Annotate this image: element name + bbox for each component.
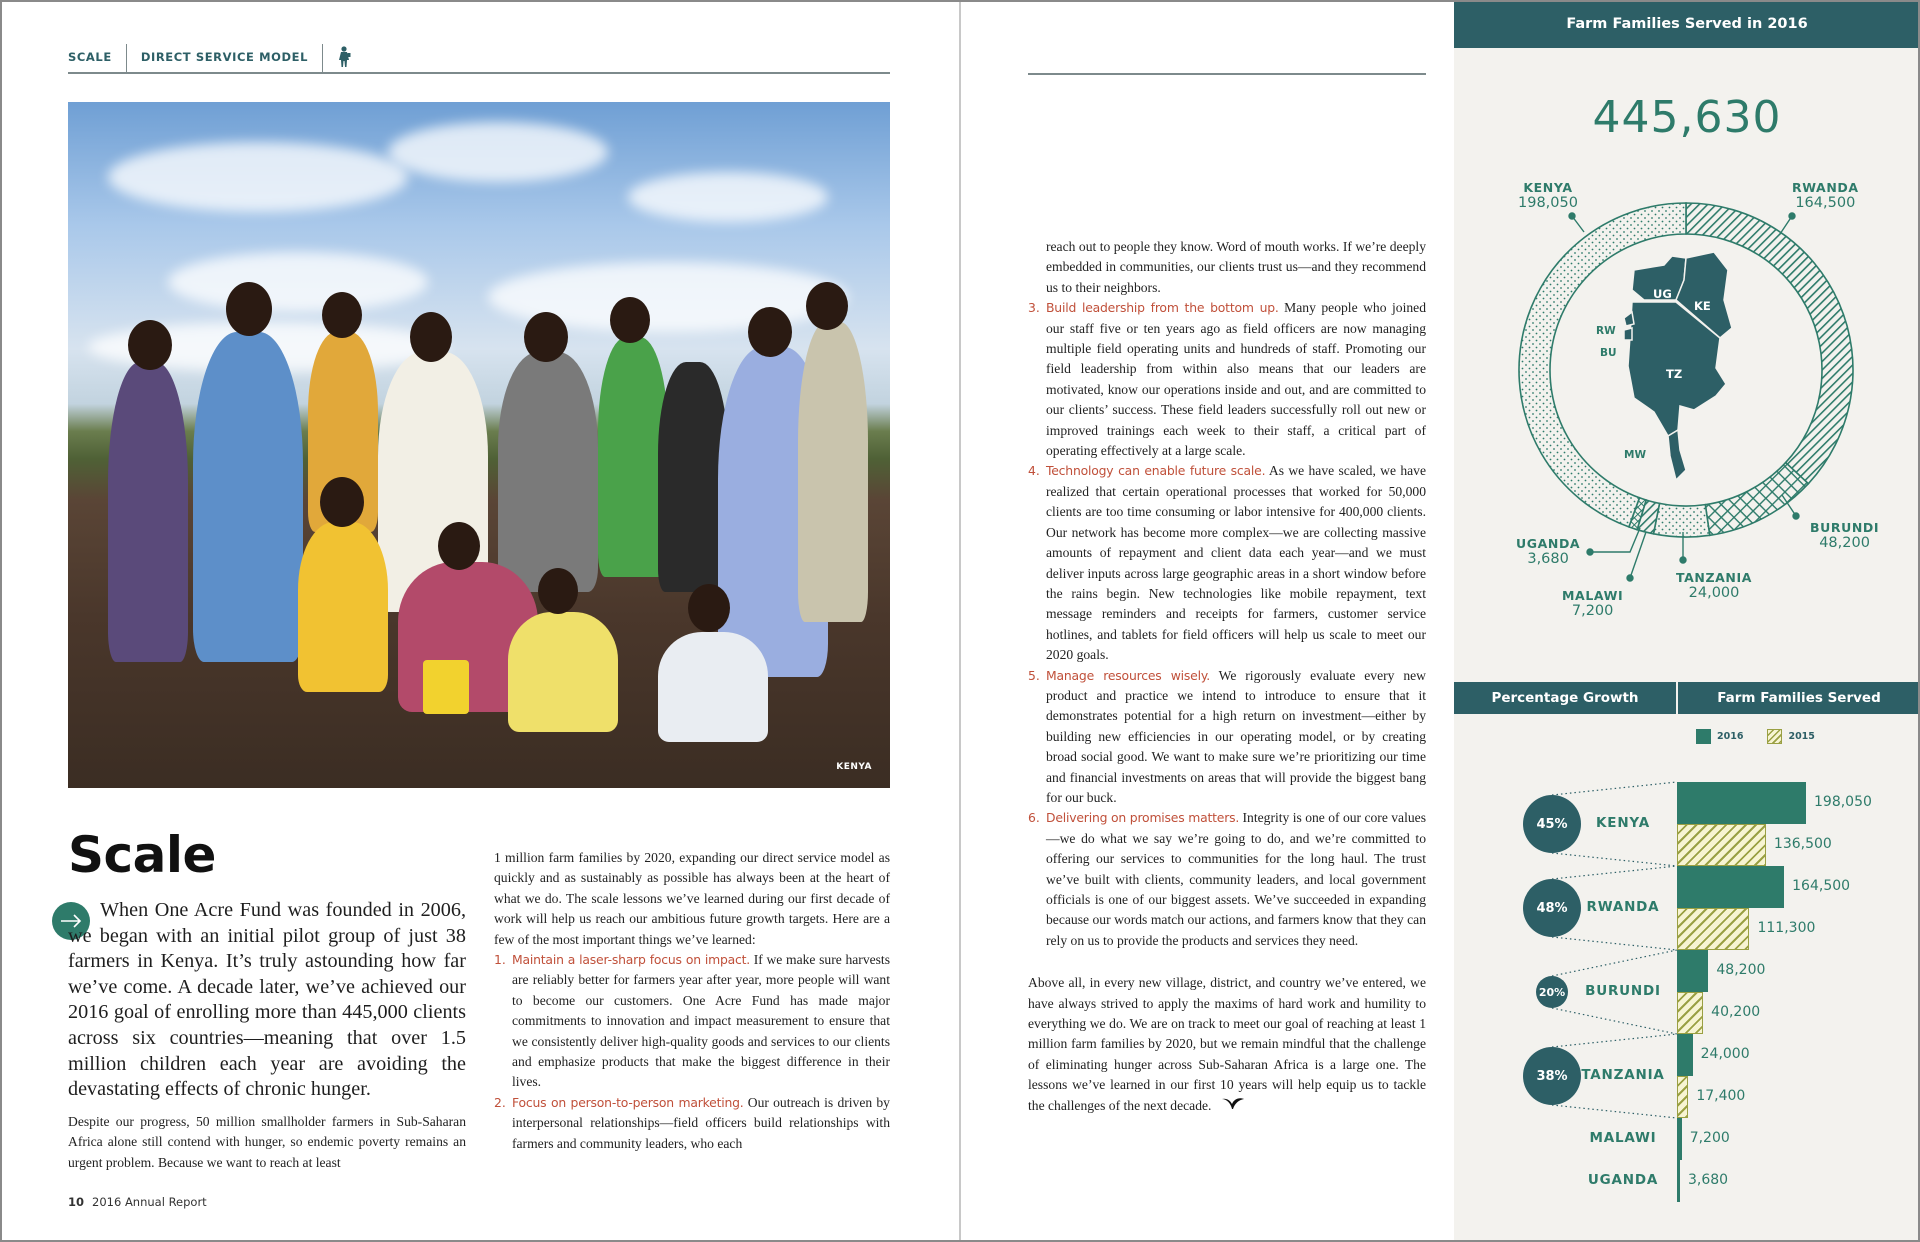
yellow-bucket xyxy=(423,660,469,714)
closing-paragraph xyxy=(1028,973,1426,1117)
lesson-item xyxy=(1028,298,1426,461)
bar-2016-burundi xyxy=(1677,950,1708,992)
body-column-2 xyxy=(494,848,890,1154)
lesson-number: 4. xyxy=(1028,463,1040,479)
lesson-text: If we make sure harvests are reliably better for farmers year after year, more people will want to become our customers. One Acre Fund has made major commitments to innovation and impact measurement to ensure that we consistently deliver high-quality goods and services to our clients and emphasize products that make the biggest difference in their lives. xyxy=(512,952,891,1090)
infographic-sidebar xyxy=(1454,0,1920,1242)
lesson-text: Many people who joined our staff five or ten years ago as field officers are now managing multiple field operating units and hundreds of staff. Promoting our field leadership from within also means that our leaders are motivated, know our operations inside and out, and are committed to our clients’ success. These field leaders successfully roll out new or improved trainings each week to their staff, a critical part of operating effectively at a large scale. xyxy=(1046,300,1427,459)
sidebar-header: Farm Families Served in 2016 xyxy=(1454,0,1920,48)
lessons-list-part2 xyxy=(1028,298,1426,951)
bar-country-label: TANZANIA xyxy=(1581,1067,1665,1083)
running-head xyxy=(68,44,890,74)
lesson-item xyxy=(494,1093,890,1154)
bar-country-label: BURUNDI xyxy=(1585,983,1661,999)
bar-value-2015: 40,200 xyxy=(1711,1004,1761,1020)
lesson-item xyxy=(494,950,890,1093)
donut-label-rwanda: RWANDA 164,500 xyxy=(1792,180,1859,211)
growth-badge: 20% xyxy=(1536,976,1568,1008)
bar-country-label: UGANDA xyxy=(1587,1172,1659,1188)
running-head-section: SCALE xyxy=(68,50,112,64)
bar-2016-malawi xyxy=(1677,1118,1682,1160)
lesson-number: 2. xyxy=(494,1094,506,1110)
total-families: 445,630 xyxy=(1592,92,1782,143)
page-number: 10 xyxy=(68,1195,85,1209)
bar-2015-rwanda xyxy=(1677,908,1749,950)
east-africa-map xyxy=(1624,252,1732,480)
growth-badge: 48% xyxy=(1523,879,1581,937)
donut-label-kenya: KENYA 198,050 xyxy=(1518,180,1578,211)
donut-label-malawi: MALAWI 7,200 xyxy=(1562,588,1624,619)
bar-value-2016: 48,200 xyxy=(1716,962,1766,978)
lesson-number: 5. xyxy=(1028,667,1040,683)
donut-label-uganda: UGANDA 3,680 xyxy=(1516,536,1581,567)
bar-2016-rwanda xyxy=(1677,866,1784,908)
lesson-lead: Delivering on promises matters. xyxy=(1046,810,1240,826)
header-farm-families-served: Farm Families Served xyxy=(1678,682,1920,714)
page-title: Scale xyxy=(68,826,216,884)
farmers-group xyxy=(98,252,868,732)
bar-value-2015: 17,400 xyxy=(1696,1088,1746,1104)
photo-caption: KENYA xyxy=(836,762,872,772)
lesson-number: 3. xyxy=(1028,300,1040,316)
continuation-paragraph: reach out to people they know. Word of mouth works. If we’re deeply embedded in communities, our clients trust us—and they recommend us to their neighbors. xyxy=(1046,239,1426,295)
legend-2015: 2015 xyxy=(1767,729,1814,744)
lesson-lead: Focus on person-to-person marketing. xyxy=(512,1094,744,1110)
bar-value-2016: 7,200 xyxy=(1689,1130,1730,1146)
body-column-1: Despite our progress, 50 million smallholder farmers in Sub-Saharan Africa alone still contend with hunger, so endemic poverty remains an urgent problem. Because we want to reach at least xyxy=(68,1114,466,1170)
bar-country-label: MALAWI xyxy=(1589,1130,1657,1146)
bar-2015-kenya xyxy=(1677,824,1766,866)
lesson-text: As we have scaled, we have realized that certain operational processes that worked for 50,000 clients are too time consuming or labor intensive for 400,000 clients. Our network has become more complex—we are collecting massive amounts of repayment and client data each year—and we must deliver inputs across large geographic areas in a short window before the rains begin. New technologies like mobile repayment, text message reminders and receipts for farmers, customer service hotlines, and tablets for field officers will help us scale to meet our 2020 goals. xyxy=(1046,463,1426,663)
sprout-icon xyxy=(1221,1096,1245,1116)
page-gutter xyxy=(959,0,961,1242)
bar-legend xyxy=(1696,729,1839,744)
running-head-rule xyxy=(1028,73,1426,75)
growth-badge: 45% xyxy=(1523,795,1581,853)
bar-value-2015: 111,300 xyxy=(1757,920,1816,936)
map-label-bu: BU xyxy=(1600,347,1617,359)
map-label-tz: TZ xyxy=(1666,367,1683,381)
bar-country-label: RWANDA xyxy=(1586,899,1660,915)
bar-2015-tanzania xyxy=(1677,1076,1688,1118)
closing-text: Above all, in every new village, district, and country we’ve entered, we have always strived to apply the maxims of hard work and humility to everything we do. We are on track to meet our goal of reaching at least 1 million farm families by 2020, but we remain mindful that the challenge of eliminating hunger across Sub-Saharan Africa is a large one. The lessons we’ve learned in our first 10 years will help equip us to tackle the challenges of the next decade. xyxy=(1028,975,1426,1113)
donut-label-burundi: BURUNDI 48,200 xyxy=(1810,520,1880,551)
farmers-photo xyxy=(68,102,890,788)
bar-country-label: KENYA xyxy=(1596,815,1650,831)
lesson-text: Integrity is one of our core values—we do what we say we’re going to do, and we’re committed to offering our services to communities for the long haul. The trust we’ve built with clients, community leaders, and local government officials is one of our biggest assets. We’ve succeeded in expanding because our words match our actions, and farmers know that they can rely on us to provide the products and services they need. xyxy=(1046,810,1426,948)
map-label-mw: MW xyxy=(1624,449,1647,461)
map-label-ke: KE xyxy=(1694,299,1711,313)
page-folio xyxy=(68,1195,207,1209)
lesson-lead: Build leadership from the bottom up. xyxy=(1046,300,1279,316)
lesson-lead: Maintain a laser-sharp focus on impact. xyxy=(512,952,751,968)
bar-chart xyxy=(1454,760,1920,1220)
bar-2016-kenya xyxy=(1677,782,1806,824)
donut-segment-burundi xyxy=(1705,463,1808,536)
donut-segment-tanzania xyxy=(1654,503,1710,537)
lesson-number: 6. xyxy=(1028,810,1040,826)
bar-value-2016: 3,680 xyxy=(1688,1172,1729,1188)
bar-value-2016: 24,000 xyxy=(1700,1046,1750,1062)
running-head-subsection: DIRECT SERVICE MODEL xyxy=(126,44,322,72)
body-column-3 xyxy=(1028,237,1426,1117)
woman-farmer-icon xyxy=(322,44,365,72)
map-label-rw: RW xyxy=(1596,325,1616,337)
bar-value-2015: 136,500 xyxy=(1773,836,1832,852)
map-label-ug: UG xyxy=(1653,287,1672,301)
growth-badge: 38% xyxy=(1523,1047,1581,1105)
lesson-text: Our outreach is driven by interpersonal relationships—field officers build relationships with farmers and community leaders, who each xyxy=(512,1094,890,1151)
lesson-number: 1. xyxy=(494,952,506,968)
header-percentage-growth: Percentage Growth xyxy=(1454,682,1676,714)
lesson-item xyxy=(1028,666,1426,809)
donut-label-tanzania: TANZANIA 24,000 xyxy=(1676,570,1753,601)
lesson-text: We rigorously evaluate every new product and practice we intend to introduce to ensure that it demonstrates potential for a high return on investment—either by building new efficiencies in our operating model, or by creating broad social good. We want to make sure we’re prioritizing our time and financial investments on areas that will provide the biggest bang for our buck. xyxy=(1046,667,1426,805)
lessons-list-part1 xyxy=(494,950,890,1154)
publication-label: 2016 Annual Report xyxy=(92,1195,207,1209)
donut-chart xyxy=(1454,160,1920,640)
lesson-lead: Technology can enable future scale. xyxy=(1046,463,1266,479)
legend-2016: 2016 xyxy=(1696,729,1743,744)
bar-2016-tanzania xyxy=(1677,1034,1693,1076)
intro-paragraph: When One Acre Fund was founded in 2006, we began with an initial pilot group of just 38 farmers in Kenya. It’s truly astounding how far we’ve come. A decade later, we’ve achieved our 2016 goal of enrolling more than 445,000 clients across six countries—meaning that over 1.5 million children each year are avoiding the devastating effects of chronic hunger. xyxy=(68,899,466,1101)
bar-value-2016: 198,050 xyxy=(1814,794,1872,810)
bar-2015-burundi xyxy=(1677,992,1703,1034)
lesson-lead: Manage resources wisely. xyxy=(1046,667,1210,683)
body-paragraph: 1 million farm families by 2020, expanding our direct service model as quickly and as sustainably as possible has always been at the heart of what we do. The scale lessons we’ve learned during our first decade of work will help us reach our ambitious future growth targets. Here are a few of the most important things we’ve learned: xyxy=(494,850,890,947)
lesson-item xyxy=(1028,808,1426,951)
bar-2016-uganda xyxy=(1677,1160,1680,1202)
bar-value-2016: 164,500 xyxy=(1792,878,1851,894)
lesson-item xyxy=(1028,461,1426,665)
bar-chart-headers xyxy=(1454,682,1920,714)
